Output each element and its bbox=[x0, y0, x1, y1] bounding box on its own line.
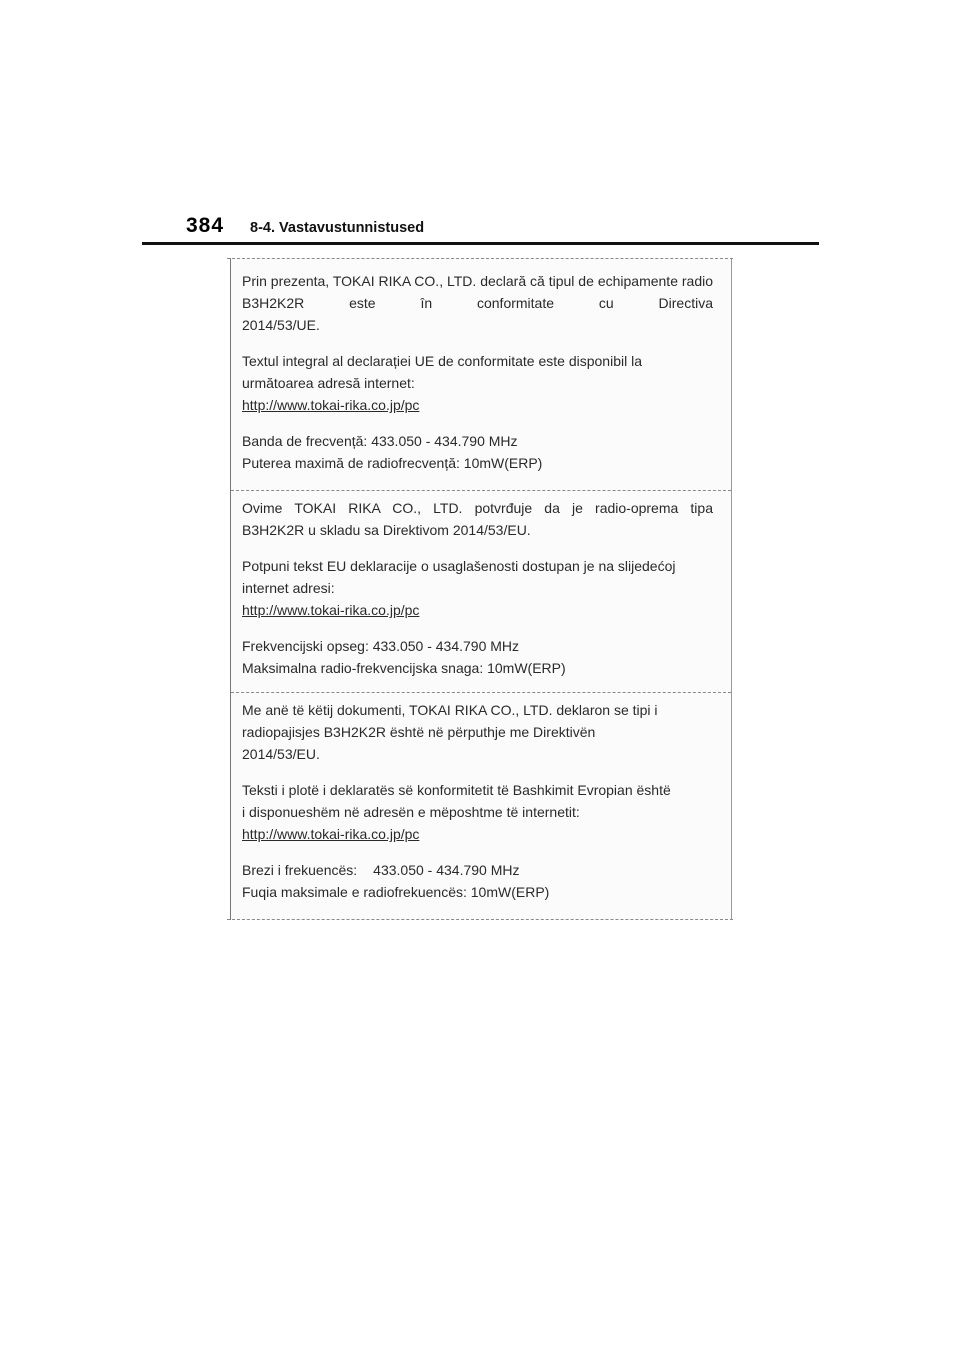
declaration-url: http://www.tokai-rika.co.jp/pc bbox=[242, 826, 420, 842]
section-title: 8-4. Vastavustunnistused bbox=[250, 220, 425, 236]
frequency-info: Banda de frecvență: 433.050 - 434.790 MHz Puterea maximă de radiofrecvență: 10mW(ERP) bbox=[242, 433, 543, 471]
frequency-info: Frekvencijski opseg: 433.050 - 434.790 MHz Maksimalna radio-frekvencijska snaga: 10mW(ERP) bbox=[242, 638, 566, 676]
declaration-url: http://www.tokai-rika.co.jp/pc bbox=[242, 397, 420, 413]
declaration-statement: Prin prezenta, TOKAI RIKA CO., LTD. declară că tipul de echipamente radio B3H2K2R este în conformitate cu Directiva 2014/53/UE. bbox=[242, 273, 714, 333]
declaration-block-croatian bbox=[231, 490, 731, 691]
page-number: 384 bbox=[186, 214, 225, 237]
declaration-statement: Ovime TOKAI RIKA CO., LTD. potvrđuje da je radio-oprema tipa B3H2K2R u skladu sa Direktivom 2014/53/EU. bbox=[242, 500, 713, 538]
declaration-block-romanian bbox=[231, 264, 731, 492]
declaration-url: http://www.tokai-rika.co.jp/pc bbox=[242, 602, 420, 618]
full-text-note: Teksti i plotë i deklaratës së konformitetit të Bashkimit Evropian është i disponueshëm në adresën e mëposhtme të internetit: http://www.tokai-rika.co.jp/pc bbox=[242, 779, 713, 845]
declaration-block-albanian bbox=[231, 692, 731, 917]
full-text-note: Potpuni tekst EU deklaracije o usaglašenosti dostupan je na slijedećoj internet adresi: http://www.tokai-rika.co.jp/pc bbox=[242, 555, 713, 621]
frequency-info: Brezi i frekuencës: 433.050 - 434.790 MHz Fuqia maksimale e radiofrekuencës: 10mW(ERP) bbox=[242, 862, 550, 900]
header-rule bbox=[142, 242, 819, 245]
declaration-scan bbox=[230, 258, 732, 920]
page-header bbox=[186, 214, 424, 238]
declaration-statement: Me anë të këtij dokumenti, TOKAI RIKA CO., LTD. deklaron se tipi i radiopajisjes B3H2K2R është në përputhje me Direktivën 2014/53/EU. bbox=[242, 702, 658, 762]
full-text-note: Textul integral al declarației UE de conformitate este disponibil la următoarea adresă internet: http://www.tokai-rika.co.jp/pc bbox=[242, 350, 713, 416]
